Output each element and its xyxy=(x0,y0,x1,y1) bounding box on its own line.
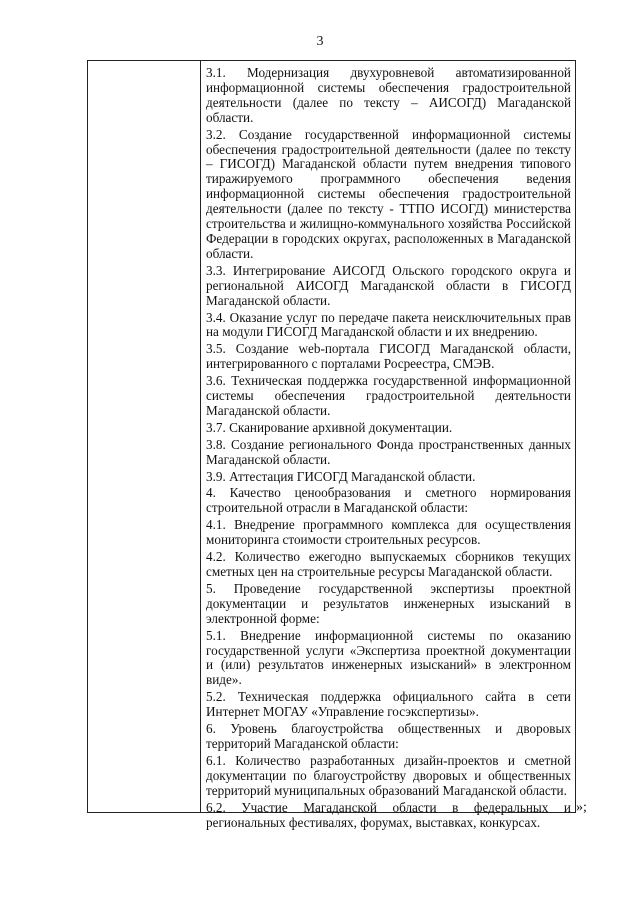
list-item: 3.7. Сканирование архивной документации. xyxy=(206,419,453,435)
list-item: 4.1. Внедрение программного комплекса для осуществления мониторинга стоимости строительных ресурсов. xyxy=(206,517,571,548)
list-item: 6.1. Количество разработанных дизайн-проектов и сметной документации по благоустройству дворовых и общественных территорий муниципальных образований Магаданской области. xyxy=(206,752,571,798)
column-divider xyxy=(200,61,201,812)
list-item: 3.1. Модернизация двухуровневой автоматизированной информационной системы обеспечения градостроительной деятельности (далее по тексту – АИСОГД) Магаданской области. xyxy=(206,65,571,125)
list-item: 3.2. Создание государственной информационной системы обеспечения градостроительной деятельности (далее по тексту – ГИСОГД) Магаданской области путем внедрения типового тиражируемого программного обеспечения ведения информационной системы обеспечения градостроительной деятельности (далее по тексту - ТТПО ИСОГД) министерства строительства и жилищно-коммунального хозяйства Российской Федерации в городских округах, расположенных в Магаданской области. xyxy=(206,126,571,261)
table-content-cell xyxy=(206,66,571,832)
list-item: 5.2. Техническая поддержка официального сайта в сети Интернет МОГАУ «Управление госэкспертизы». xyxy=(206,689,571,720)
list-item: 3.4. Оказание услуг по передаче пакета неисключительных прав на модули ГИСОГД Магаданской области и их внедрению. xyxy=(206,309,571,340)
list-item: 3.3. Интегрирование АИСОГД Ольского городского округа и региональной АИСОГД Магаданской области в ГИСОГД Магаданской области. xyxy=(206,262,571,308)
list-item: 6.2. Участие Магаданской области в федеральных и региональных фестивалях, форумах, выставках, конкурсах. xyxy=(206,799,571,830)
list-item: 4.2. Количество ежегодно выпускаемых сборников текущих сметных цен на строительные ресурсы Магаданской области. xyxy=(206,549,571,579)
closing-quote-mark: »; xyxy=(576,800,587,815)
list-item: 3.9. Аттестация ГИСОГД Магаданской области. xyxy=(206,468,476,484)
list-item: 5. Проведение государственной экспертизы проектной документации и результатов инженерных изысканий в электронной форме: xyxy=(206,580,571,626)
document-table xyxy=(87,60,576,830)
page-number: 3 xyxy=(316,34,324,49)
list-item: 3.6. Техническая поддержка государственной информационной системы обеспечения градостроительной деятельности Магаданской области. xyxy=(206,373,571,418)
list-item: 6. Уровень благоустройства общественных и дворовых территорий Магаданской области: xyxy=(206,721,571,751)
list-item: 5.1. Внедрение информационной системы по оказанию государственной услуги «Экспертиза проектной документации и (или) результатов инженерных изысканий» в электронном виде». xyxy=(206,627,571,688)
list-item: 3.8. Создание регионального Фонда пространственных данных Магаданской области. xyxy=(206,436,571,467)
list-item: 3.5. Создание web-портала ГИСОГД Магаданской области, интегрированного с порталами Росреестра, СМЭВ. xyxy=(206,341,571,372)
list-item: 4. Качество ценообразования и сметного нормирования строительной отрасли в Магаданской области: xyxy=(206,485,571,516)
